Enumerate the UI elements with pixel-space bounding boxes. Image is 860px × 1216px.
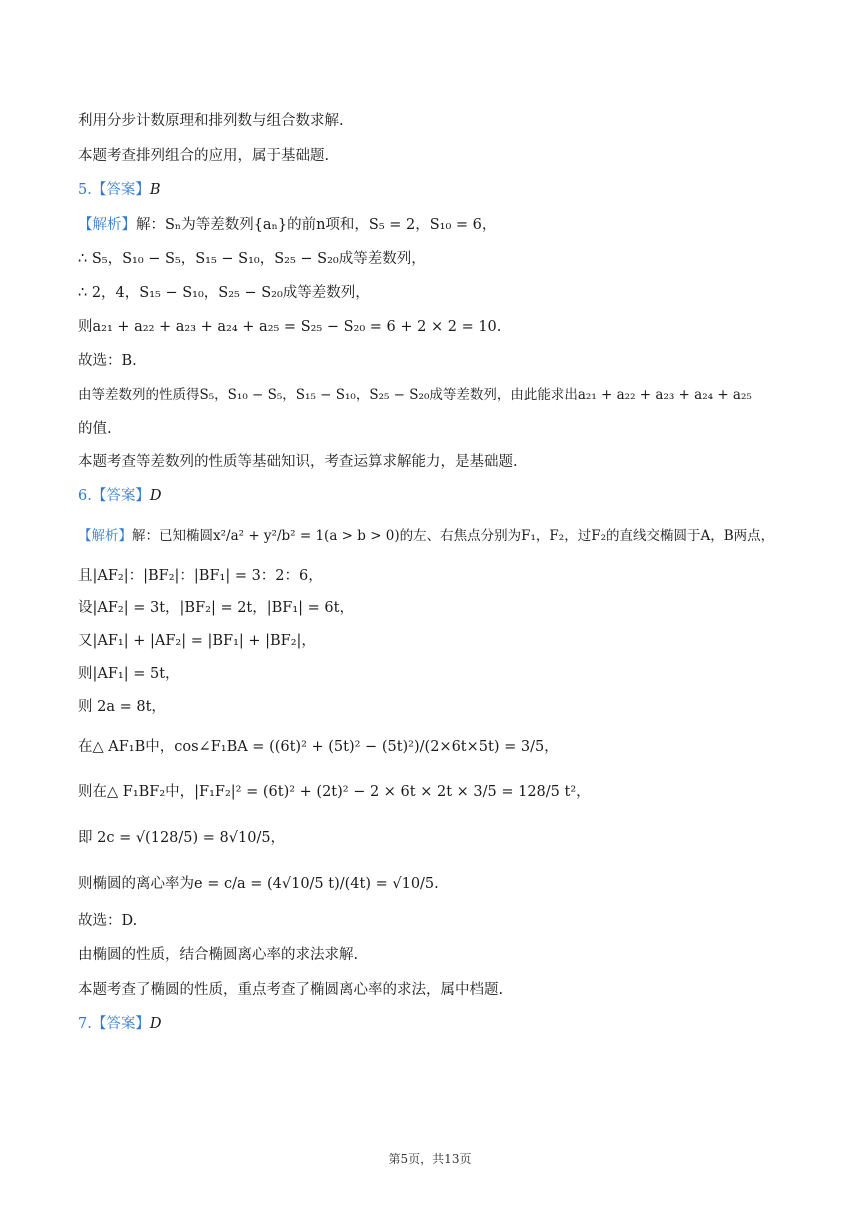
text-line: 即 2c = √(128/5) = 8√10/5， xyxy=(78,830,286,846)
analysis-line xyxy=(78,215,496,235)
analysis-text: 解：Sₙ为等差数列{aₙ}的前n项和，S₅ = 2，S₁₀ = 6， xyxy=(136,217,497,233)
text-line: 则椭圆的离心率为e = c/a = (4√10/5 t)/(4t) = √10/5. xyxy=(78,876,439,892)
answer-tag: 【答案】 xyxy=(91,488,150,504)
page-footer: 第5页，共13页 xyxy=(388,1152,472,1166)
text-line: 故选：B. xyxy=(78,353,137,369)
text-line: 本题考查等差数列的性质等基础知识，考查运算求解能力，是基础题. xyxy=(78,454,518,470)
text-line: 则 2a = 8t， xyxy=(78,699,166,715)
text-line: 则在△ F₁BF₂中，|F₁F₂|² = (6t)² + (2t)² − 2 × 6t × 2t × 3/5 = 128/5 t²， xyxy=(78,784,591,800)
analysis-text: 解：已知椭圆x²/a² + y²/b² = 1(a > b > 0)的左、右焦点分别为F₁，F₂，过F₂的直线交椭圆于A，B两点， xyxy=(132,528,775,544)
text-line: 由椭圆的性质，结合椭圆离心率的求法求解. xyxy=(78,947,359,963)
text-line: 故选：D. xyxy=(78,913,138,929)
text-line: ∴ 2，4，S₁₅ − S₁₀，S₂₅ − S₂₀成等差数列， xyxy=(78,285,370,301)
answer-value: D xyxy=(149,488,162,504)
text-line: 设|AF₂| = 3t，|BF₂| = 2t，|BF₁| = 6t， xyxy=(78,600,354,616)
text-line: 则a₂₁ + a₂₂ + a₂₃ + a₂₄ + a₂₅ = S₂₅ − S₂₀ = 6 + 2 × 2 = 10. xyxy=(78,319,502,335)
text-line: 且|AF₂|：|BF₂|：|BF₁| = 3：2：6， xyxy=(78,568,323,584)
text-line: 利用分步计数原理和排列数与组合数求解. xyxy=(78,113,344,129)
question-number: 7. xyxy=(78,1016,92,1032)
answer-value: D xyxy=(149,1016,162,1032)
answer-line-5 xyxy=(78,180,161,200)
analysis-tag: 【解析】 xyxy=(78,528,132,544)
text-line: 在△ AF₁B中，cos∠F₁BA = ((6t)² + (5t)² − (5t)²)/(2×6t×5t) = 3/5， xyxy=(78,739,559,755)
text-line: 又|AF₁| + |AF₂| = |BF₁| + |BF₂|， xyxy=(78,633,316,649)
text-line: 则|AF₁| = 5t， xyxy=(78,666,180,682)
question-number: 5. xyxy=(78,182,92,198)
question-number: 6. xyxy=(78,488,92,504)
text-line: 本题考查排列组合的应用，属于基础题. xyxy=(78,148,330,164)
answer-value: B xyxy=(149,182,161,198)
answer-line-7 xyxy=(78,1014,161,1034)
answer-tag: 【答案】 xyxy=(91,1016,150,1032)
answer-line-6 xyxy=(78,486,161,506)
answer-tag: 【答案】 xyxy=(91,182,150,198)
text-line: 的值. xyxy=(78,421,112,437)
text-line: 本题考查了椭圆的性质，重点考查了椭圆离心率的求法，属中档题. xyxy=(78,982,504,998)
analysis-line xyxy=(78,526,774,546)
analysis-tag: 【解析】 xyxy=(78,217,136,233)
text-line: ∴ S₅，S₁₀ − S₅，S₁₅ − S₁₀，S₂₅ − S₂₀成等差数列， xyxy=(78,251,426,267)
text-line: 由等差数列的性质得S₅，S₁₀ − S₅，S₁₅ − S₁₀，S₂₅ − S₂₀成等差数列，由此能求出a₂₁ + a₂₂ + a₂₃ + a₂₄ + a₂₅ xyxy=(78,387,752,403)
